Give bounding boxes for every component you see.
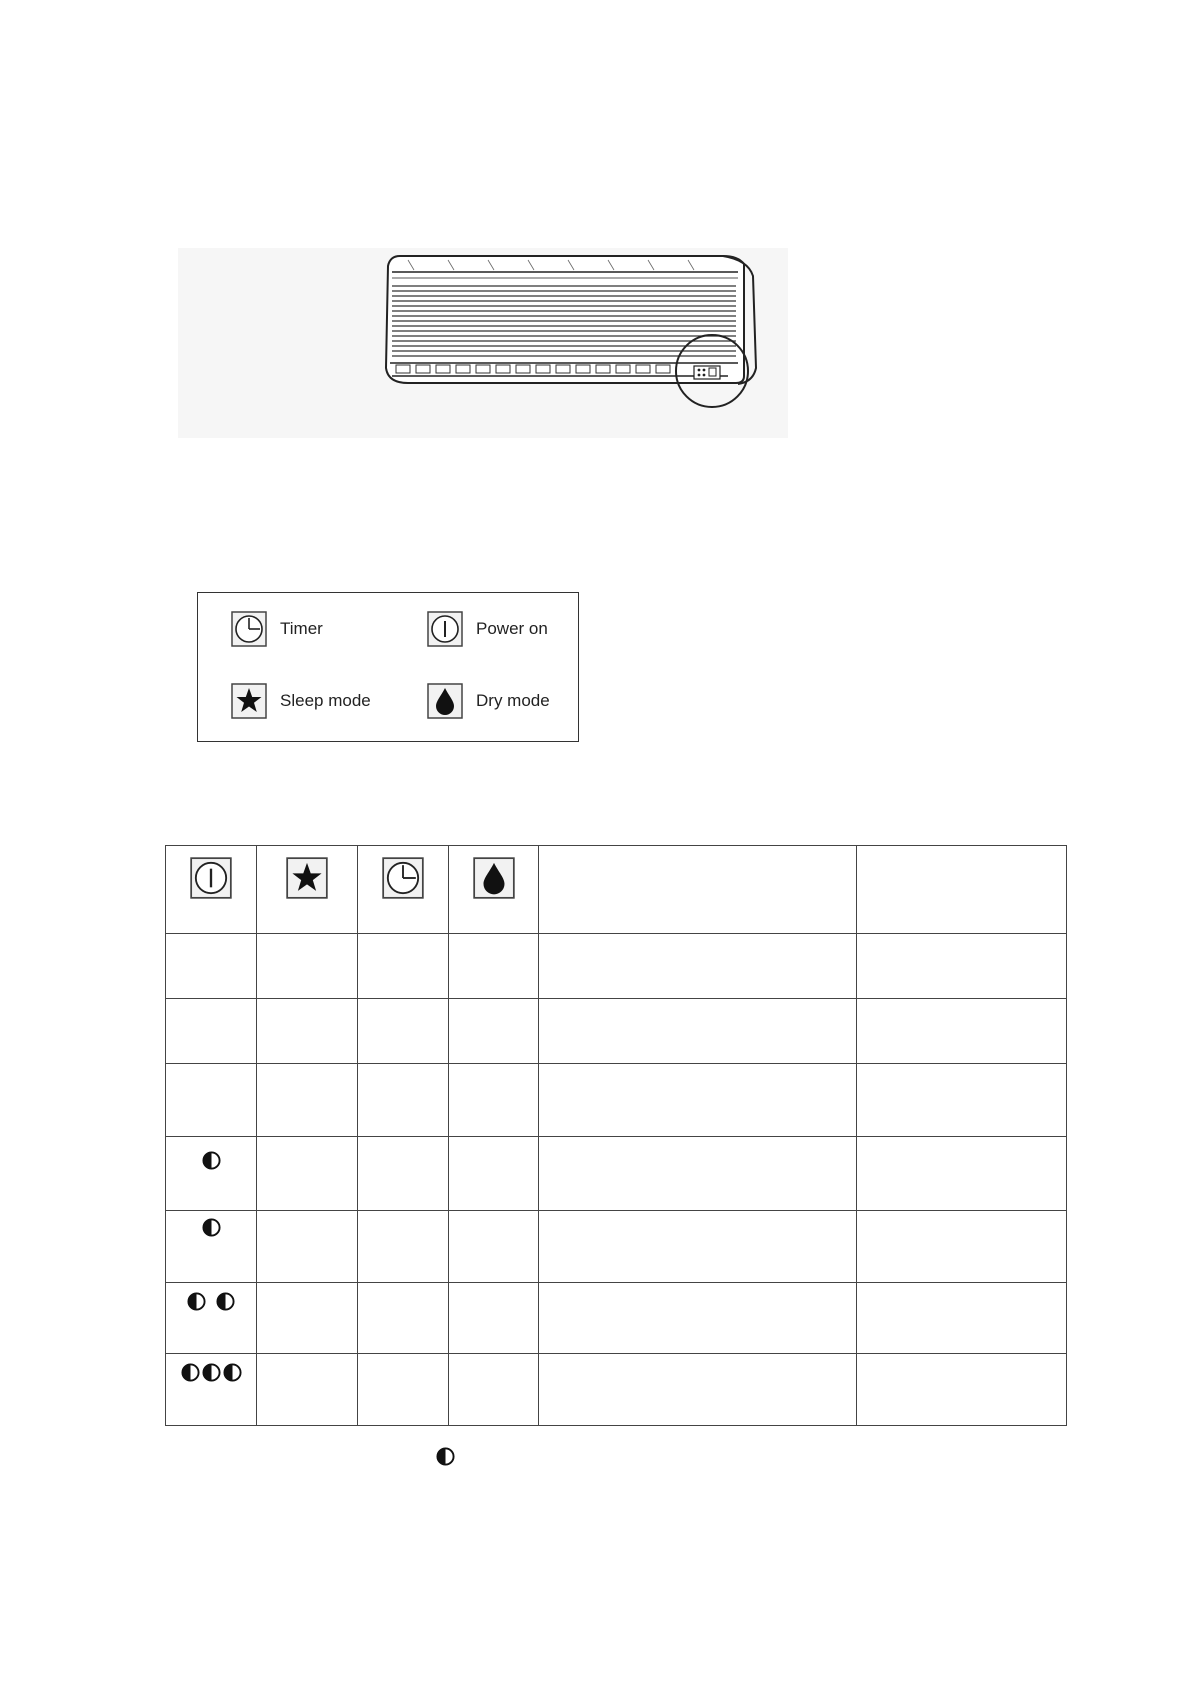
legend-label-dry: Dry mode <box>476 691 550 710</box>
header-cell-power <box>166 846 257 934</box>
power-status-cell <box>166 934 257 999</box>
legend-label-timer: Timer <box>280 619 323 638</box>
header-cell-dry <box>449 846 539 934</box>
power-icon <box>427 611 463 647</box>
table-row <box>166 1283 1067 1354</box>
header-cell-timer <box>358 846 449 934</box>
power-status-cell <box>166 1211 257 1283</box>
table-row <box>166 1137 1067 1211</box>
power-status-cell <box>166 1354 257 1426</box>
blinking-indicator-group <box>202 1151 221 1170</box>
half-filled-circle-icon <box>436 1447 455 1466</box>
half-filled-circle-icon <box>181 1363 200 1382</box>
legend-label-sleep: Sleep mode <box>280 691 371 710</box>
star-icon <box>286 857 328 899</box>
indicator-status-table <box>165 845 1067 1426</box>
legend-item-dry <box>427 681 550 721</box>
legend-label-power: Power on <box>476 619 548 638</box>
power-status-cell <box>166 1283 257 1354</box>
power-status-cell <box>166 1064 257 1137</box>
table-header-row <box>166 846 1067 934</box>
clock-icon <box>231 611 267 647</box>
drop-icon <box>473 857 515 899</box>
legend-item-sleep <box>231 681 371 721</box>
star-icon <box>231 683 267 719</box>
footnote-symbol <box>436 1447 455 1466</box>
power-status-cell <box>166 999 257 1064</box>
power-icon <box>190 857 232 899</box>
table-row <box>166 1354 1067 1426</box>
header-cell-remarks <box>857 846 1067 934</box>
drop-icon <box>427 683 463 719</box>
header-cell-description <box>539 846 857 934</box>
air-conditioner-illustration <box>178 248 788 438</box>
half-filled-circle-icon <box>187 1292 206 1311</box>
legend-item-power <box>427 609 548 649</box>
air-conditioner-icon <box>178 248 788 438</box>
indicator-legend <box>178 570 640 770</box>
half-filled-circle-icon <box>223 1363 242 1382</box>
header-cell-sleep <box>257 846 358 934</box>
table-row <box>166 1064 1067 1137</box>
legend-item-timer <box>231 609 323 649</box>
half-filled-circle-icon <box>202 1363 221 1382</box>
blinking-indicator-group <box>181 1363 242 1382</box>
half-filled-circle-icon <box>202 1151 221 1170</box>
power-status-cell <box>166 1137 257 1211</box>
blinking-indicator-group <box>187 1292 235 1311</box>
half-filled-circle-icon <box>216 1292 235 1311</box>
table-row <box>166 1211 1067 1283</box>
clock-icon <box>382 857 424 899</box>
half-filled-circle-icon <box>202 1218 221 1237</box>
table-row <box>166 934 1067 999</box>
blinking-indicator-group <box>202 1218 221 1237</box>
table-row <box>166 999 1067 1064</box>
legend-box <box>197 592 579 742</box>
